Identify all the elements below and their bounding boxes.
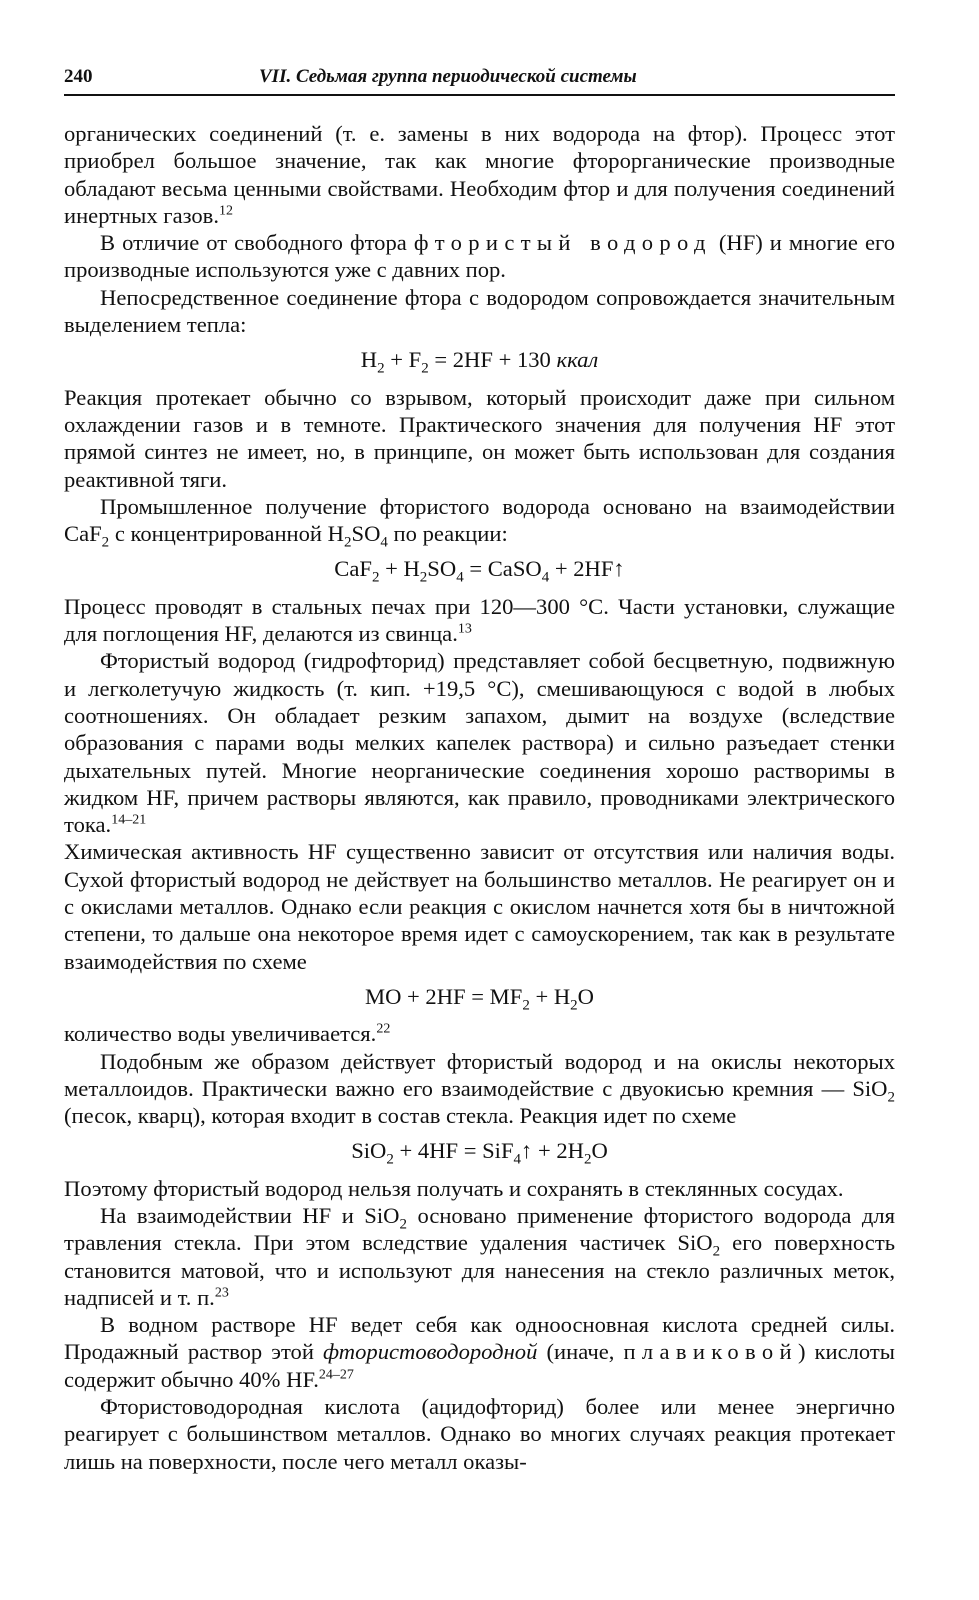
formula-2: $CaF_2 + H_2SO_4$ = CaSO$_4$ + 2HF↑ xyxy=(334,556,625,586)
page-body xyxy=(64,120,895,1475)
page-header xyxy=(64,64,895,96)
paragraph-8: Химическая активность HF существенно зависит от отсутствия или наличия воды. Сухой фтористый водород не действует на большинство металлов. Не реагирует он и с окислами металлов. Однако если реакция с окислом начнется хотя бы в ничтожной степени, то дальше она некоторое время идет с самоускорением, так как в результате взаимодействия по схеме xyxy=(64,839,895,974)
paragraph-10: Подобным же образом действует фтористый водород и на окислы некоторых металлоидов. Практически важно его взаимодействие с двуокисью кремния — SiO$_2$ (песок, кварц), которая входит в состав стекла. Реакция идет по схеме xyxy=(64,1048,895,1129)
paragraph-13: В водном растворе HF ведет себя как одноосновная кислота средней силы. Продажный раствор этой фтористоводородной (иначе, плавиковой) кислоты содержит обычно 40% HF.$^{24-27}$ xyxy=(64,1312,895,1392)
paragraph-5: Промышленное получение фтористого водорода основано на взаимодействии CaF$_2$ с концентрированной $H_2SO_4$ по реакции: xyxy=(64,493,895,551)
formula-4: SiO$_2$ + 4HF = SiF$_4$↑ + $2H_2O$ xyxy=(351,1138,608,1168)
footnote-ref: 13 xyxy=(457,621,472,637)
spaced-term: фтористый водород xyxy=(413,230,712,256)
spaced-term: плавиковой xyxy=(623,1339,798,1365)
footnote-ref: 24–27 xyxy=(318,1367,354,1383)
paragraph-11: Поэтому фтористый водород нельзя получать и сохранять в стеклянных сосудах. xyxy=(64,1175,844,1201)
paragraph-4: Реакция протекает обычно со взрывом, который происходит даже при сильном охлаждении газов и в темноте. Практического значения для получения HF этот прямой синтез не имеет, но, в принципе, он может быть использован для создания реактивной тяги. xyxy=(64,384,895,492)
italic-term: фтористоводородной xyxy=(323,1339,538,1365)
footnote-ref: 14–21 xyxy=(111,812,147,828)
footnote-ref: 12 xyxy=(219,203,234,219)
formula-1: $H_2 + F_2 = 2HF + 130$ ккал xyxy=(360,347,599,377)
paragraph-6: Процесс проводят в стальных печах при 120—300 °С. Части установки, служащие для поглощения HF, делаются из свинца.$^{13}$ xyxy=(64,593,895,647)
running-title: VII. Седьмая группа периодической системы xyxy=(259,66,637,87)
paragraph-2: В отличие от свободного фтора фтористый водород (HF) и многие его производные используются уже с давних пор. xyxy=(64,230,895,283)
paragraph-3: Непосредственное соединение фтора с водородом сопровождается значительным выделением тепла: xyxy=(64,284,895,338)
paragraph-14: Фтористоводородная кислота (ацидофторид) более или менее энергично реагирует с большинством металлов. Однако во многих случаях реакция протекает лишь на поверхности, после чего металл оказы- xyxy=(64,1394,895,1474)
paragraph-12: На взаимодействии HF и SiO$_2$ основано применение фтористого водорода для травления стекла. При этом вследствие удаления частичек SiO$_2$ его поверхность становится матовой, что и используют для нанесения на стекло различных меток, надписей и т. п.$^{23}$ xyxy=(64,1202,895,1310)
formula-3: MO + $2HF = MF_2 + H_2O$ xyxy=(364,983,594,1014)
footnote-ref: 23 xyxy=(214,1285,229,1301)
paragraph-7: Фтористый водород (гидрофторид) представляет собой бесцветную, подвижную и легколетучую жидкость (т. кип. +19,5 °С), смешивающуюся с водой в любых соотношениях. Он обладает резким запахом, дымит на воздухе (вследствие образования с парами воды мелких капелек раствора) и сильно разъедает стенки дыхательных путей. Многие неорганические соединения хорошо растворимы в жидком HF, причем растворы являются, как правило, проводниками электрического тока.$^{14-21}$ xyxy=(64,648,895,838)
paragraph-1: органических соединений (т. е. замены в них водорода на фтор). Процесс этот приобрел большое значение, так как многие фторорганические производные обладают весьма ценными свойствами. Необходим фтор и для получения соединений инертных газов.$^{12}$ xyxy=(64,121,895,228)
paragraph-9: количество воды увеличивается.$^{22}$ xyxy=(64,1021,391,1047)
page-number: 240 xyxy=(64,66,93,87)
footnote-ref: 22 xyxy=(376,1021,391,1037)
